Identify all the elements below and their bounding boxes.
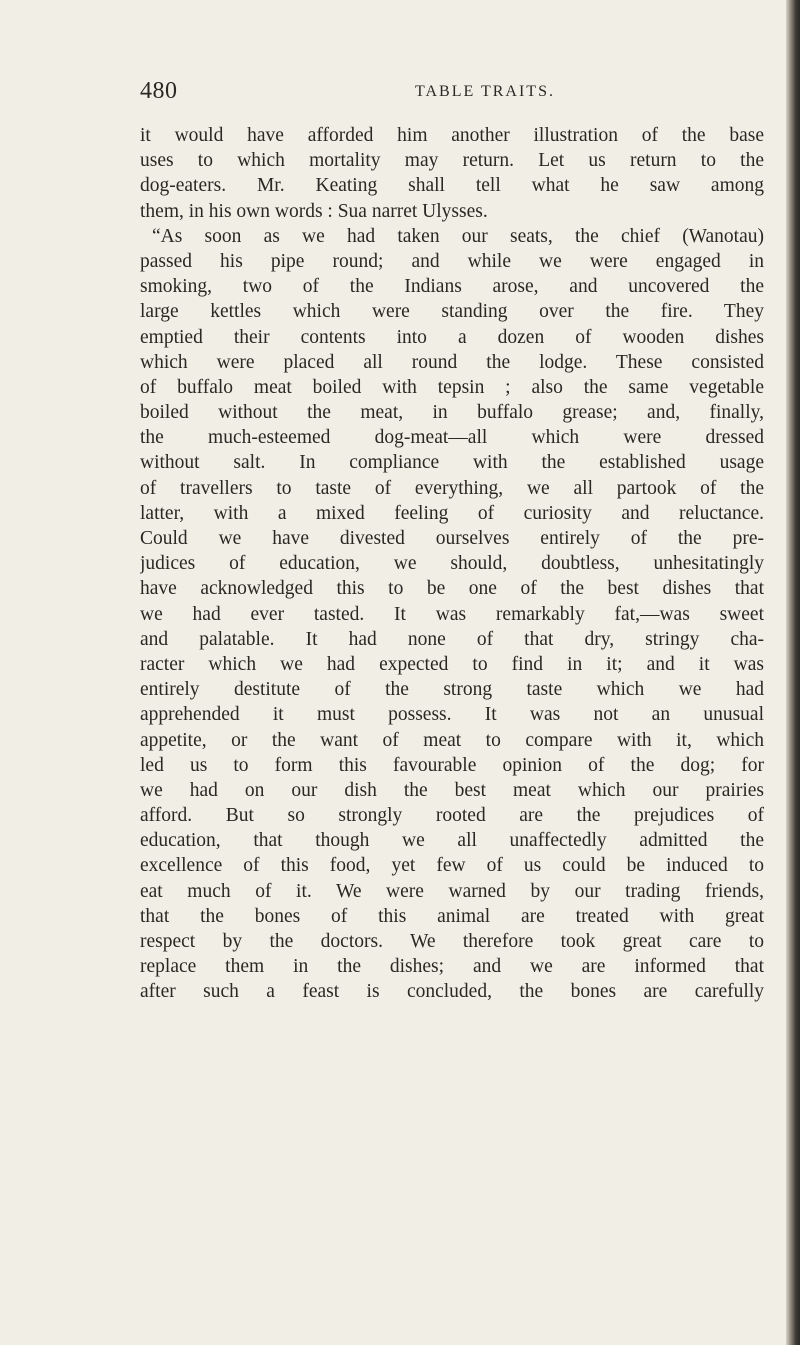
text-line: respect by the doctors. We therefore took great care to xyxy=(140,931,764,952)
text-line: dog-eaters. Mr. Keating shall tell what he saw among xyxy=(140,175,764,197)
text-line: judices of education, we should, doubtless, unhesitatingly xyxy=(140,553,764,575)
text-line: we had ever tasted. It was remarkably fat,—was sweet xyxy=(140,603,764,625)
text-line: uses to which mortality may return. Let us return to the xyxy=(140,150,764,172)
text-line: excellence of this food, yet few of us could be induced to xyxy=(140,855,764,877)
text-line: it would have afforded him another illustration of the base xyxy=(140,125,764,146)
text-line: of travellers to taste of everything, we all partook of the xyxy=(140,477,764,499)
text-line: replace them in the dishes; and we are informed that xyxy=(140,956,764,978)
text-line: which were placed all round the lodge. These consisted xyxy=(140,351,764,373)
text-line: emptied their contents into a dozen of wooden dishes xyxy=(140,326,764,348)
text-line: the much-esteemed dog-meat—all which were dressed xyxy=(140,427,764,449)
text-line: afford. But so strongly rooted are the prejudices of xyxy=(140,805,764,827)
text-line: apprehended it must possess. It was not an unusual xyxy=(140,704,764,726)
page-binding-edge xyxy=(786,0,800,1345)
text-line: of buffalo meat boiled with tepsin ; also the same vegetable xyxy=(140,376,764,398)
text-line: Could we have divested ourselves entirely of the pre- xyxy=(140,528,764,549)
text-line: passed his pipe round; and while we were engaged in xyxy=(140,250,764,272)
running-head: TABLE TRAITS. xyxy=(415,83,555,100)
text-line: have acknowledged this to be one of the best dishes that xyxy=(140,578,764,600)
text-line: latter, with a mixed feeling of curiosity and reluctance. xyxy=(140,502,764,524)
text-line: led us to form this favourable opinion of the dog; for xyxy=(140,754,764,776)
page-header xyxy=(140,78,760,118)
text-line: we had on our dish the best meat which our prairies xyxy=(140,779,764,801)
page-number: 480 xyxy=(140,78,178,104)
text-line: them, in his own words : Sua narret Ulysses. xyxy=(140,200,488,222)
text-line: smoking, two of the Indians arose, and uncovered the xyxy=(140,276,764,298)
text-line: entirely destitute of the strong taste which we had xyxy=(140,679,764,701)
body-text xyxy=(140,123,764,1005)
text-line: racter which we had expected to find in it; and it was xyxy=(140,653,764,675)
text-line: large kettles which were standing over the fire. They xyxy=(140,301,764,323)
text-line: boiled without the meat, in buffalo grease; and, finally, xyxy=(140,402,764,424)
text-line: after such a feast is concluded, the bones are carefully xyxy=(140,981,764,1003)
text-line: that the bones of this animal are treated with great xyxy=(140,905,764,927)
text-line: without salt. In compliance with the established usage xyxy=(140,452,764,474)
text-line: education, that though we all unaffectedly admitted the xyxy=(140,830,764,852)
text-line: “As soon as we had taken our seats, the chief (Wanotau) xyxy=(152,225,764,247)
text-line: and palatable. It had none of that dry, stringy cha- xyxy=(140,628,764,650)
text-line: appetite, or the want of meat to compare with it, which xyxy=(140,729,764,751)
text-line: eat much of it. We were warned by our trading friends, xyxy=(140,880,764,902)
